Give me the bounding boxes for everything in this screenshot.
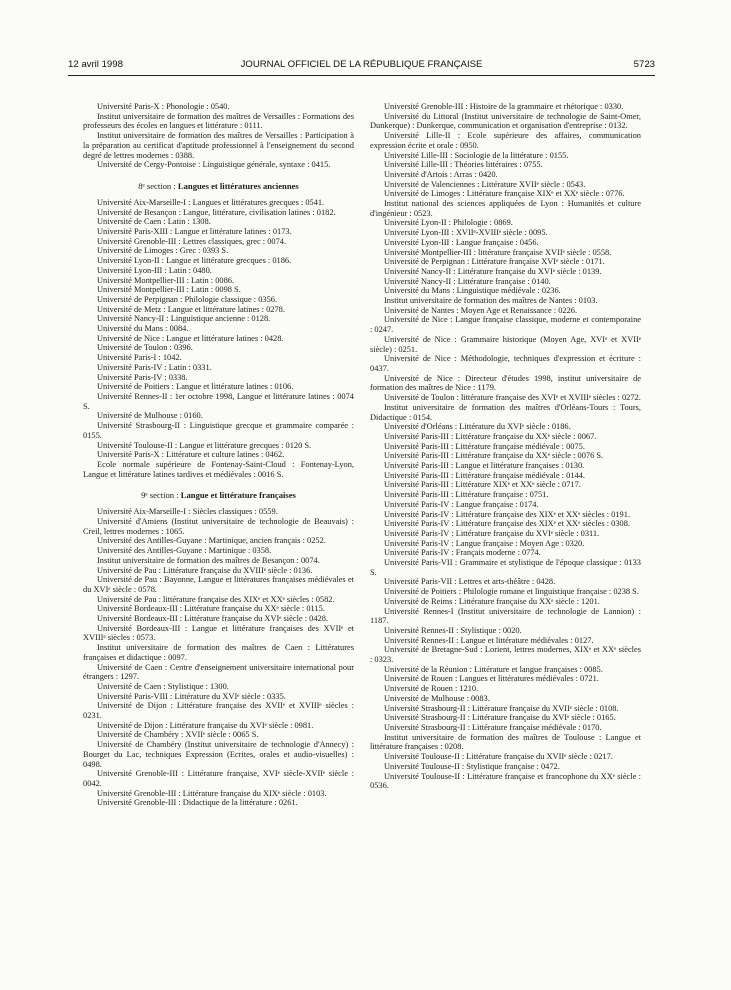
list-entry: Université Grenoble-III : Didactique de la littérature : 0261. <box>97 798 298 808</box>
list-entry: Université du Littoral (Institut universitaire de technologie de Saint-Omer, Dunkerque) : Dunkerque, communication et organisation d'entreprise : 0132. <box>370 111 641 131</box>
list-entry: Université des Antilles-Guyane : Martinique : 0358. <box>97 546 272 556</box>
list-entry: Université de Poitiers : Langue et littérature latines : 0106. <box>97 382 294 392</box>
list-entry: Université Lyon-II : Langue et littérature grecques : 0186. <box>97 256 292 266</box>
list-entry: Université Montpellier-III : Latin : 0098 S. <box>97 285 241 295</box>
list-entry: Université du Mans : 0084. <box>97 324 189 334</box>
list-entry: Université Rennes-II : Langue et littérature médiévales : 0127. <box>384 635 594 645</box>
list-entry: Université Toulouse-II : Stylistique française : 0472. <box>384 761 560 771</box>
list-entry: Université de Perpignan : Philologie classique : 0356. <box>97 294 278 304</box>
list-entry: Université Strasbourg-II : Littérature française du XVIIᵉ siècle : 0108. <box>384 703 619 713</box>
list-entry: Institut universitaire de formation des maîtres de Caen : Littératures françaises et didactique : 0097. <box>83 643 354 662</box>
list-entry: Université Paris-IV : Littérature française des XIXᵉ et XXᵉ siècles : 0308. <box>384 519 631 529</box>
list-entry: Institut universitaire de formation des maîtres d'Orléans-Tours : Tours, Didactique : 0154. <box>370 402 641 422</box>
list-entry: Université Rennes-I (Institut universitaire de technologie de Lannion) : 1187. <box>370 606 641 626</box>
section-heading <box>83 181 354 191</box>
list-entry: Université de Dijon : Littérature française du XVIᵉ siècle : 0981. <box>97 720 314 730</box>
list-entry: Université Lille-II : Ecole supérieure des affaires, communication expression écrite et orale : 0950. <box>370 131 641 150</box>
list-entry: Université Bordeaux-III : Littérature française du XXᵉ siècle : 0115. <box>97 604 325 614</box>
left-column <box>83 102 354 808</box>
list-entry: Université de Mulhouse : 0083. <box>384 693 490 703</box>
list-entry: Université Bordeaux-III : Langue et littérature françaises des XVIIᵉ et XVIIIᵉ siècles : 0573. <box>83 623 354 643</box>
list-entry: Institut universitaire de formation des maîtres de Versailles : Participation à la préparation au certificat d'aptitude professionnel à l'enseignement du second degré de lettres modernes : 0388. <box>83 131 354 160</box>
list-entry: Université Paris-X : Phonologie : 0540. <box>97 102 230 111</box>
list-entry: Université Paris-III : Langue et littérature françaises : 0130. <box>384 461 585 471</box>
list-entry: Université Paris-VII : Grammaire et stylistique de l'époque classique : 0133 S. <box>370 558 641 577</box>
list-entry: Université Paris-III : Littérature française du XXᵉ siècle : 0076 S. <box>384 451 604 461</box>
list-entry: Université Montpellier-III : littérature française XVIIᵉ siècle : 0558. <box>384 247 612 257</box>
list-entry: Université de Poitiers : Philologie romane et linguistique française : 0238 S. <box>384 587 639 597</box>
list-entry: Université Paris-IV : Langue française : 0174. <box>384 499 539 509</box>
list-entry: Université de Rouen : Langues et littératures médiévales : 0721. <box>384 674 599 684</box>
list-entry: Université Grenoble-III : Littérature française, XVIᵉ siècle-XVIIᵉ siècle : 0042. <box>83 769 354 788</box>
journal-title: JOURNAL OFFICIEL DE LA RÉPUBLIQUE FRANÇAISE <box>240 59 483 70</box>
section-title: Langue et littérature françaises <box>180 490 296 501</box>
list-entry: Université Aix-Marseille-I : Siècles classiques : 0559. <box>97 507 278 517</box>
list-entry: Institut national des sciences appliquées de Lyon : Humanités et culture d'ingénieur : 0523. <box>370 199 641 218</box>
list-entry: Université Bordeaux-III : Littérature française du XVIᵉ siècle : 0428. <box>97 614 328 624</box>
list-entry: Université de Cergy-Pontoise : Linguistique générale, syntaxe : 0415. <box>97 160 331 170</box>
list-entry: Ecole normale supérieure de Fontenay-Saint-Cloud : Fontenay-Lyon, Langue et littérature latines tardives et médiévales : 0016 S. <box>83 459 354 479</box>
list-entry: Université Paris-VII : Lettres et arts-théâtre : 0428. <box>384 577 556 587</box>
list-entry: Université Paris-I : 1042. <box>97 353 182 363</box>
list-entry: Université Paris-III : Littérature française médiévale : 0144. <box>384 470 585 480</box>
list-entry: Université Rennes-II : 1er octobre 1998, Langue et littérature latines : 0074 S. <box>83 391 354 411</box>
list-entry: Université Nancy-II : Linguistique ancienne : 0128. <box>97 314 271 324</box>
page-header <box>68 58 655 72</box>
list-entry: Université Aix-Marseille-I : Langues et littératures grecques : 0541. <box>97 197 325 207</box>
list-entry: Université de Pau : littérature française des XIXᵉ et XXᵉ siècles : 0582. <box>97 594 335 604</box>
list-entry: Université Rennes-II : Stylistique : 0020. <box>384 625 522 635</box>
list-entry: Université Paris-IV : Littérature française des XIXᵉ et XXᵉ siècles : 0191. <box>384 509 631 519</box>
right-column <box>370 102 641 791</box>
list-entry: Université de Pau : Bayonne, Langue et littératures françaises médiévales et du XVIᵉ siècle : 0578. <box>83 575 354 594</box>
list-entry: Université Toulouse-II : Langue et littérature grecques : 0120 S. <box>97 440 312 450</box>
list-entry: Université d'Artois : Arras : 0420. <box>384 169 498 179</box>
section-title: Langues et littératures anciennes <box>177 180 299 191</box>
list-entry: Université de Caen : Centre d'enseignement universitaire international pour étrangers : 1297. <box>83 662 354 682</box>
list-entry: Université Toulouse-II : Littérature française du XVIIᵉ siècle : 0217. <box>384 752 613 762</box>
list-entry: Université de Toulon : 0396. <box>97 343 193 353</box>
list-entry: Université de Nice : Langue et littérature latines : 0428. <box>97 333 284 343</box>
list-entry: Université Nancy-II : Littérature française : 0140. <box>384 276 551 286</box>
list-entry: Université Grenoble-III : Littérature française du XIXᵉ siècle : 0103. <box>97 788 327 798</box>
list-entry: Université Lyon-III : Latin : 0480. <box>97 265 212 275</box>
list-entry: Université de Mulhouse : 0160. <box>97 411 203 421</box>
list-entry: Université Toulouse-II : Littérature française et francophone du XXᵉ siècle : 0536. <box>370 771 641 791</box>
list-entry: Université de Valenciennes : Littérature XVIIᵉ siècle : 0543. <box>384 179 586 189</box>
list-entry: Université Lille-III : Théories littéraires : 0755. <box>384 160 543 170</box>
list-entry: Université de Toulon : littérature française des XVIᵉ et XVIIIᵉ siècles : 0272. <box>384 393 641 403</box>
section-number: 9ᵉ section : <box>141 490 181 501</box>
list-entry: Université de Metz : Langue et littérature latines : 0278. <box>97 304 285 314</box>
page-number: 5723 <box>633 59 655 70</box>
list-entry: Université de Nice : Langue française classique, moderne et contemporaine : 0247. <box>370 315 641 335</box>
list-entry: Université Paris-IV : Littérature française du XVIᵉ siècle : 0311. <box>384 528 600 538</box>
list-entry: Institut universitaire de formation des maîtres de Nantes : 0103. <box>384 296 598 306</box>
list-entry: Université de Reims : Littérature française du XXᵉ siècle : 1201. <box>384 596 600 606</box>
list-entry: Université Lyon-III : XVIIᵉ-XVIIIᵉ siècle : 0095. <box>384 228 548 238</box>
list-entry: Université de Limoges : Littérature française XIXᵉ et XXᵉ siècle : 0776. <box>384 189 625 199</box>
list-entry: Université Strasbourg-II : Littérature française du XVIᵉ siècle : 0165. <box>384 713 616 723</box>
list-entry: Université d'Orléans : Littérature du XVIᵉ siècle : 0186. <box>384 422 571 432</box>
list-entry: Université Paris-IV : 0338. <box>97 372 188 382</box>
list-entry: Université de la Réunion : Littérature et langue françaises : 0085. <box>384 664 603 674</box>
list-entry: Université Montpellier-III : Latin : 0086. <box>97 275 235 285</box>
list-entry: Université Paris-XIII : Langue et littérature latines : 0173. <box>97 227 292 237</box>
list-entry: Université de Caen : Latin : 1308. <box>97 217 211 227</box>
list-entry: Université Nancy-II : Littérature française du XVIᵉ siècle : 0139. <box>384 266 602 276</box>
list-entry: Université de Dijon : Littérature française des XVIIᵉ et XVIIIᵉ siècles : 0231. <box>83 701 354 721</box>
list-entry: Université de Besançon : Langue, littérature, civilisation latines : 0182. <box>97 207 336 217</box>
list-entry: Université Paris-IV : Français moderne : 0774. <box>384 548 541 558</box>
list-entry: Université Paris-III : Littérature XIXᵉ et XXᵉ siècle : 0717. <box>384 480 581 490</box>
list-entry: Université Lille-III : Sociologie de la littérature : 0155. <box>384 150 569 160</box>
list-entry: Université de Bretagne-Sud : Lorient, lettres modernes, XIXᵉ et XXᵉ siècles : 0323. <box>370 645 641 665</box>
list-entry: Université du Mans : Linguistique médiévale : 0236. <box>384 286 561 296</box>
list-entry: Université Paris-IV : Langue française : Moyen Age : 0320. <box>384 538 585 548</box>
list-entry: Université d'Amiens (Institut universitaire de technologie de Beauvais) : Creil, lettres modernes : 1065. <box>83 517 354 536</box>
list-entry: Université de Rouen : 1210. <box>384 684 479 694</box>
list-entry: Université Paris-III : Littérature française médiévale : 0075. <box>384 441 585 451</box>
list-entry: Université des Antilles-Guyane : Martinique, ancien français : 0252. <box>97 536 326 546</box>
list-entry: Université Lyon-III : Langue française : 0456. <box>384 237 539 247</box>
list-entry: Université de Nice : Grammaire historique (Moyen Age, XVIᵉ et XVIIᵉ siècle) : 0251. <box>370 334 641 354</box>
list-entry: Université de Limoges : Grec : 0393 S. <box>97 246 229 256</box>
section-number: 8ᵉ section : <box>138 180 178 191</box>
list-entry: Université Strasbourg-II : Linguistique grecque et grammaire comparée : 0155. <box>83 421 354 440</box>
list-entry: Institut universitaire de formation des maîtres de Toulouse : Langue et littérature françaises : 0208. <box>370 732 641 752</box>
list-entry: Université de Caen : Stylistique : 1300. <box>97 681 229 691</box>
list-entry: Université Paris-III : Littérature française du XXᵉ siècle : 0067. <box>384 431 597 441</box>
list-entry: Université de Nantes : Moyen Age et Renaissance : 0226. <box>384 305 578 315</box>
list-entry: Université de Pau : Littérature française du XVIIIᵉ siècle : 0136. <box>97 565 313 575</box>
list-entry: Université Paris-VIII : Littérature du XVIᵉ siècle : 0335. <box>97 691 286 701</box>
list-entry: Université Lyon-II : Philologie : 0869. <box>384 218 513 228</box>
list-entry: Université de Nice : Directeur d'études 1998, institut universitaire de formation des maîtres de Nice : 1179. <box>370 373 641 393</box>
list-entry: Université de Perpignan : Littérature française XVIᵉ siècle : 0171. <box>384 257 605 267</box>
list-entry: Institut universitaire de formation des maîtres de Besançon : 0074. <box>97 555 320 565</box>
list-entry: Institut universitaire de formation des maîtres de Versailles : Formations des professeurs des écoles en langues et littérature : 0111. <box>83 111 354 131</box>
header-rule <box>68 75 655 76</box>
list-entry: Université Paris-X : Littérature et culture latines : 0462. <box>97 450 285 460</box>
list-entry: Université Grenoble-III : Lettres classiques, grec : 0074. <box>97 236 287 246</box>
list-entry: Université de Chambéry : XVIIᵉ siècle : 0065 S. <box>97 730 259 740</box>
issue-date: 12 avril 1998 <box>68 59 123 70</box>
list-entry: Université Paris-IV : Latin : 0331. <box>97 362 212 372</box>
list-entry: Université de Chambéry (Institut universitaire de technologie d'Annecy) : Bourget du Lac, techniques Expression (Ecrites, orales et audio-visuelles) : 0498. <box>83 740 354 769</box>
list-entry: Université Paris-III : Littérature française : 0751. <box>384 490 549 500</box>
section-heading <box>83 490 354 500</box>
list-entry: Université de Nice : Méthodologie, techniques d'expression et écriture : 0437. <box>370 354 641 373</box>
list-entry: Université Strasbourg-II : Littérature française médiévale : 0170. <box>384 723 602 732</box>
list-entry: Université Grenoble-III : Histoire de la grammaire et rhétorique : 0330. <box>384 102 624 111</box>
